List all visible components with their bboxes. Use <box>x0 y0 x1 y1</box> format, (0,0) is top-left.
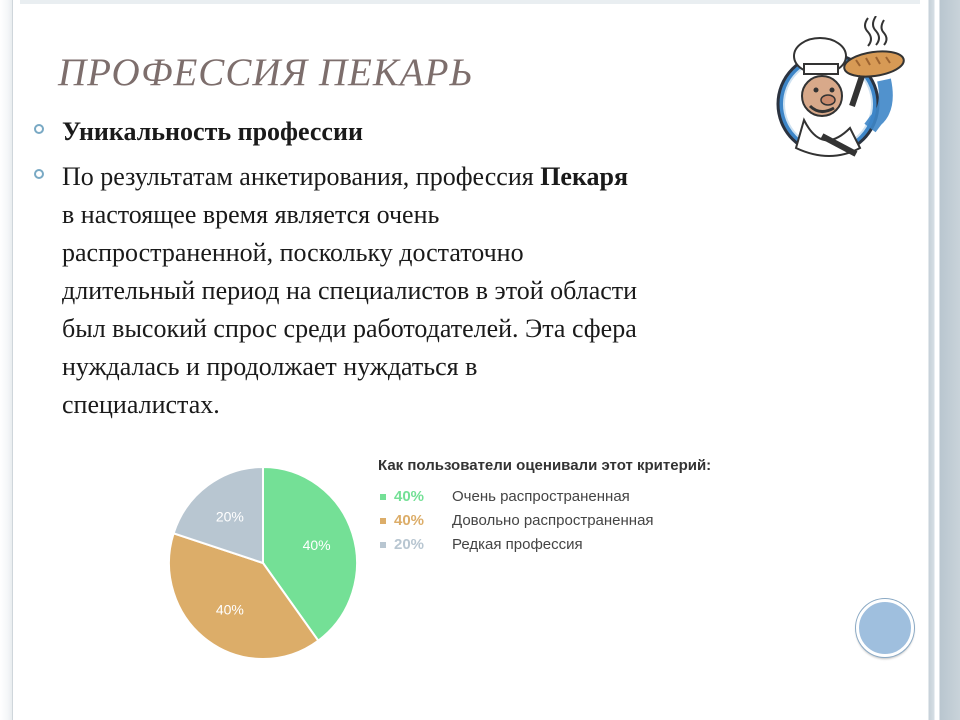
pie-slice-label: 20% <box>215 508 244 525</box>
paragraph-bold-text: Пекаря <box>540 162 629 191</box>
bullet-marker <box>34 169 44 179</box>
paragraph-text: По результатам анкетирования, профессия <box>62 162 541 191</box>
legend-swatch <box>380 518 386 524</box>
paragraph-line: в настоящее время является очень <box>62 200 440 229</box>
paragraph-line: распространенной, поскольку достаточно <box>62 238 524 267</box>
legend-percent: 40% <box>394 512 425 529</box>
bullet-heading: Уникальность профессии <box>62 117 363 146</box>
legend-item <box>380 488 630 505</box>
legend-percent: 20% <box>394 536 425 553</box>
legend-item <box>380 536 583 553</box>
legend-label: Очень распространенная <box>452 488 630 505</box>
legend-swatch <box>380 542 386 548</box>
slide-right-border <box>920 0 960 720</box>
paragraph-line <box>62 159 628 194</box>
legend-item <box>380 512 654 529</box>
legend-swatch <box>380 494 386 500</box>
paragraph-line: нуждалась и продолжает нуждаться в <box>62 352 478 381</box>
paragraph-line: длительный период на специалистов в этой области <box>62 276 638 305</box>
slide-left-border <box>0 0 20 720</box>
pie-slice-label: 40% <box>302 537 331 554</box>
bullet-marker <box>34 124 44 134</box>
chef-holding-bread-icon <box>776 16 922 166</box>
chart-legend-title: Как пользователи оценивали этот критерий: <box>378 457 712 474</box>
legend-label: Редкая профессия <box>452 536 583 553</box>
pie-chart <box>168 466 358 660</box>
slide-title: ПРОФЕССИЯ ПЕКАРЬ <box>58 51 474 94</box>
pie-slice-label: 40% <box>215 601 244 618</box>
legend-label: Довольно распространенная <box>452 512 654 529</box>
slide-nav-button[interactable] <box>856 599 914 657</box>
paragraph-line: специалистах. <box>62 390 220 419</box>
paragraph-line: был высокий спрос среди работодателей. Эта сфера <box>62 314 637 343</box>
slide-top-border <box>0 0 960 4</box>
legend-percent: 40% <box>394 488 425 505</box>
